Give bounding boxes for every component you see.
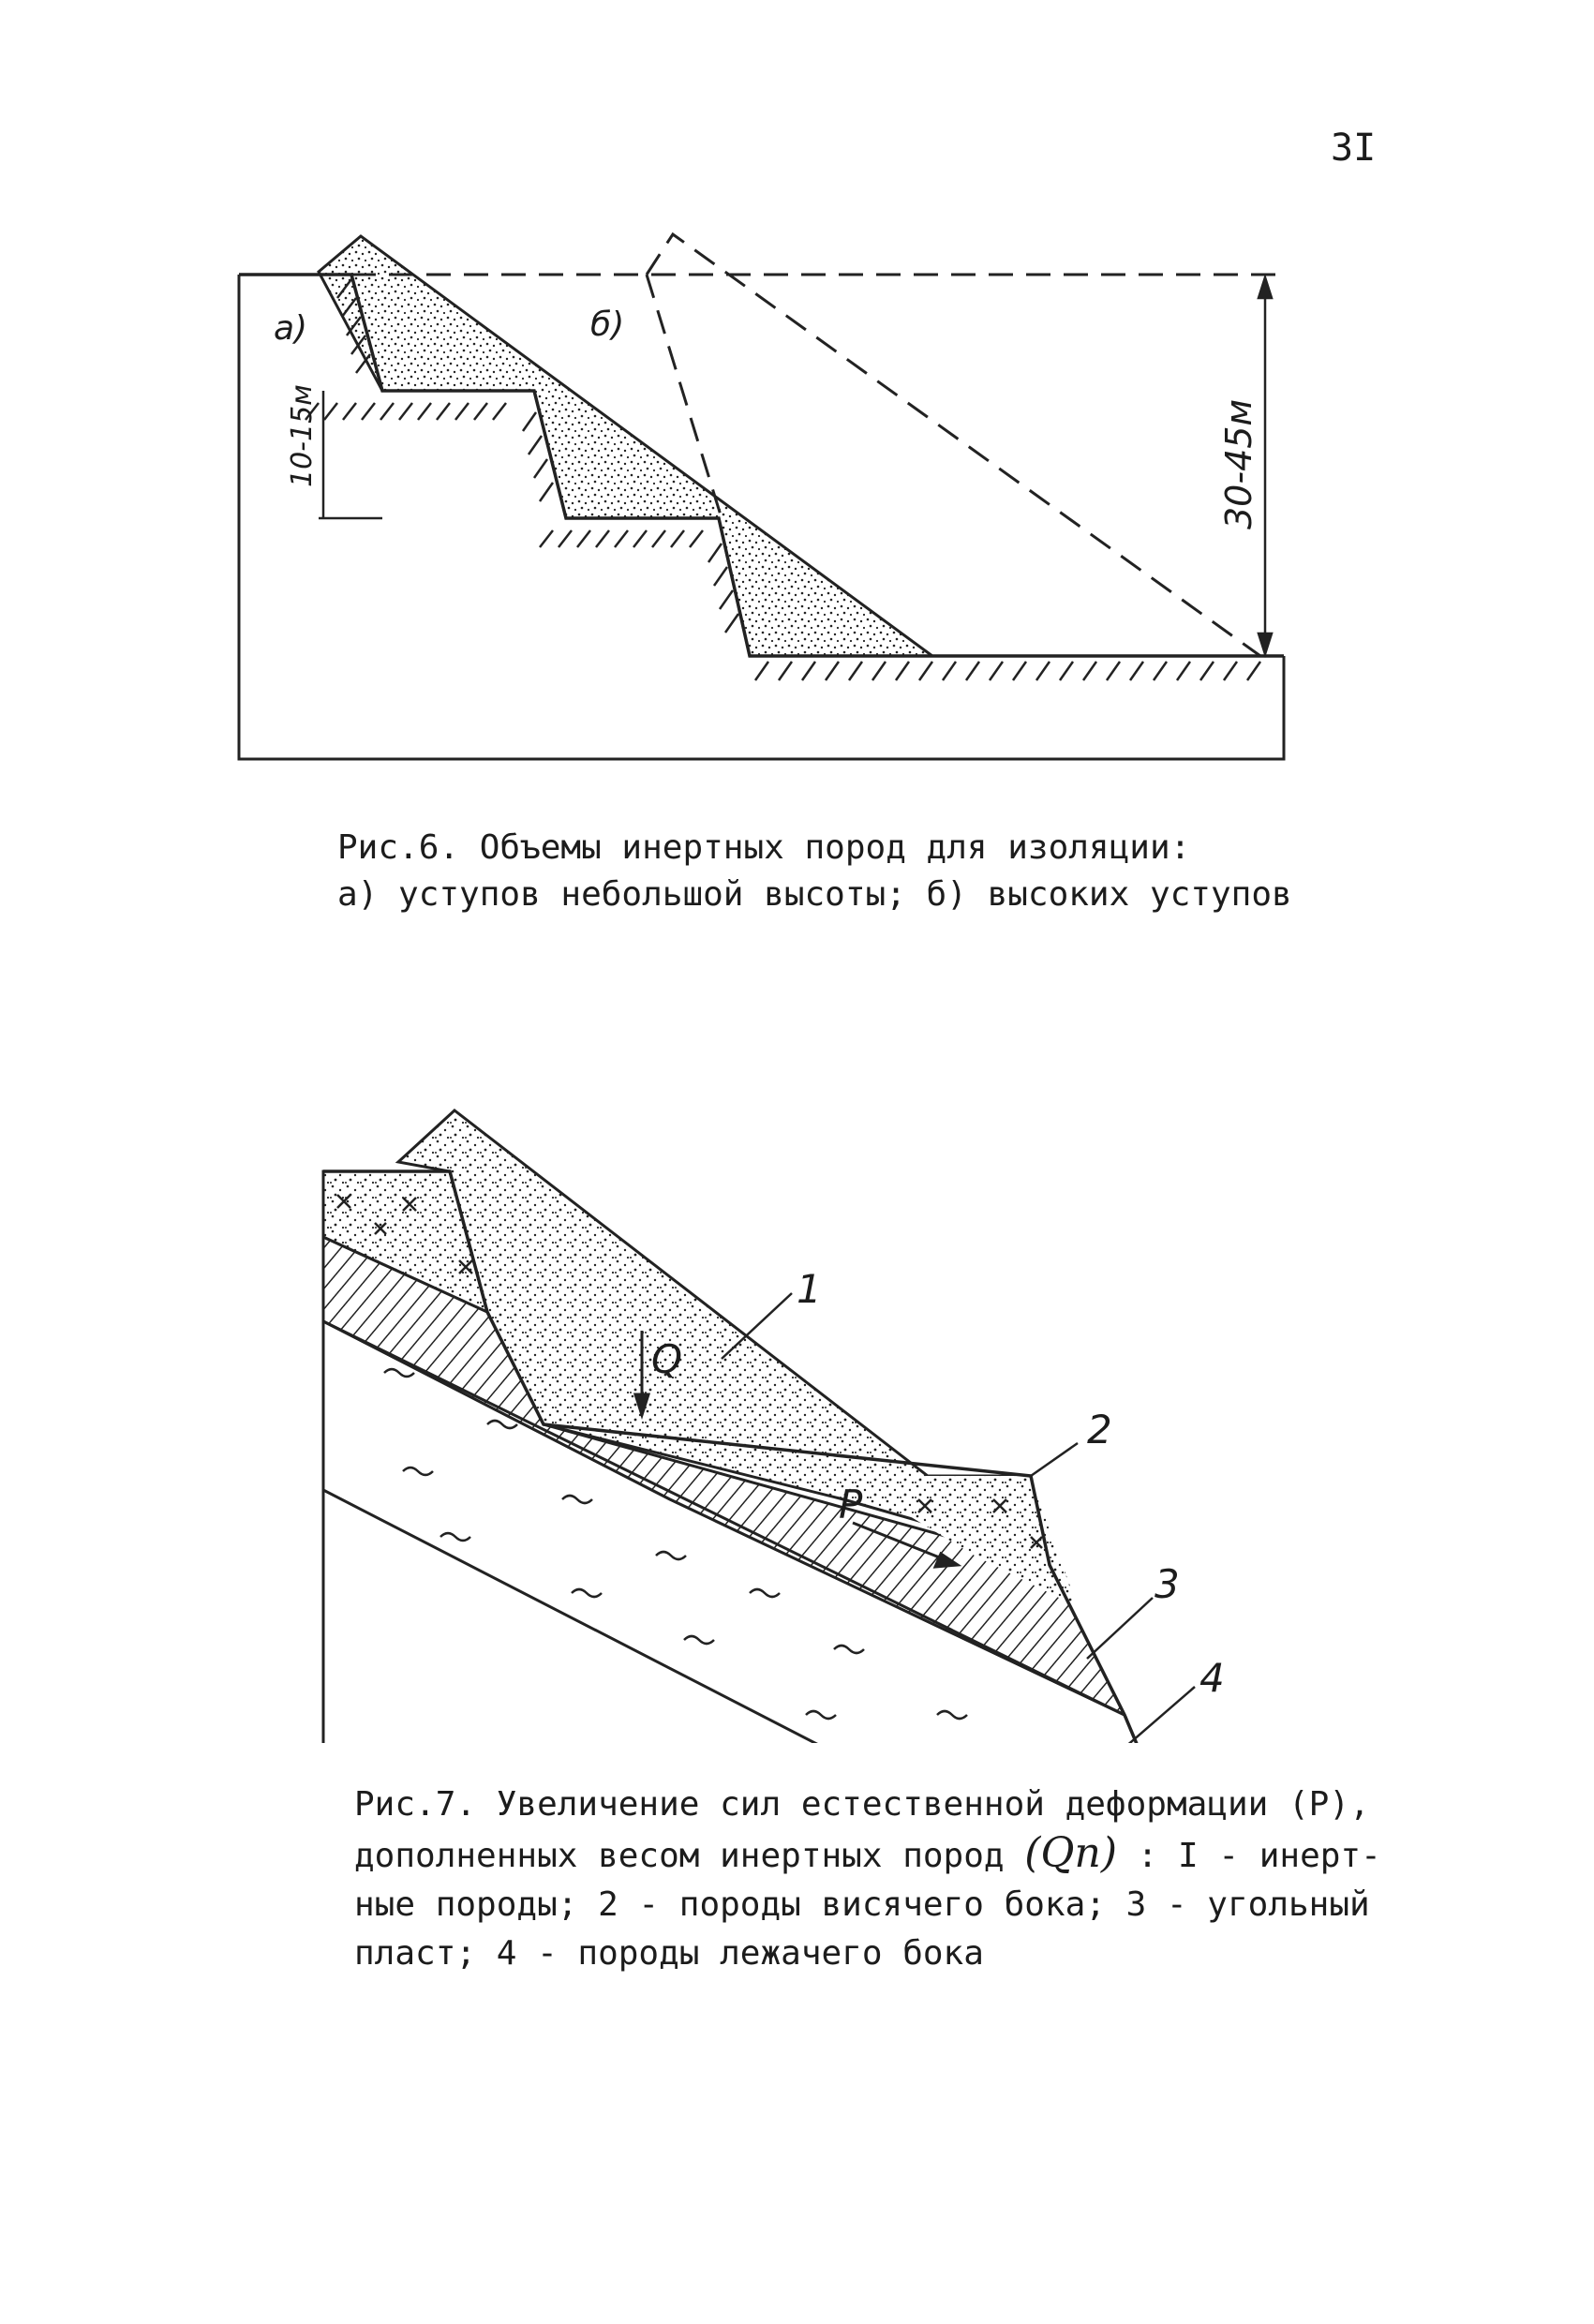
figure-7-caption-line-4: пласт; 4 - породы лежачего бока	[354, 1934, 984, 1973]
weight-force-label: Q	[651, 1336, 683, 1382]
figure-7-caption	[354, 1780, 1381, 1978]
zone-3-label: 3	[1155, 1561, 1180, 1607]
zone-1-label: 1	[797, 1266, 822, 1312]
page-number: 3I	[1331, 127, 1377, 170]
caption-line-2-end: : I - инерт-	[1137, 1837, 1381, 1875]
inert-rock-fill	[319, 236, 932, 656]
part-b-label: б)	[590, 305, 625, 344]
figure-6-caption	[337, 825, 1292, 918]
figure-7-diagram	[0, 1087, 1594, 1743]
caption-line-2-start: дополненных весом инертных пород	[354, 1837, 1005, 1875]
figure-7-caption-line-2	[354, 1829, 1381, 1881]
figure-6-diagram	[0, 216, 1594, 815]
high-bench-dimension	[1259, 277, 1272, 654]
deformation-force-label: P	[839, 1482, 863, 1527]
figure-6-caption-line-2: а) уступов небольшой высоты; б) высоких уступов	[337, 875, 1292, 914]
zone-2-label: 2	[1087, 1407, 1112, 1452]
figure-6-caption-line-1: Рис.6. Объемы инертных пород для изоляции:	[337, 828, 1191, 867]
zone-4-label: 4	[1199, 1655, 1225, 1701]
high-bench-height-label: 30-45м	[1218, 398, 1259, 529]
small-bench-height-label: 10-15м	[286, 384, 319, 487]
part-a-label: а)	[274, 309, 308, 348]
caption-qn-symbol: (Qп)	[1024, 1829, 1117, 1877]
figure-7-caption-line-1: Рис.7. Увеличение сил естественной деформации (Р),	[354, 1785, 1370, 1824]
figure-7-caption-line-3: ные породы; 2 - породы висячего бока; 3 - угольный	[354, 1885, 1370, 1924]
